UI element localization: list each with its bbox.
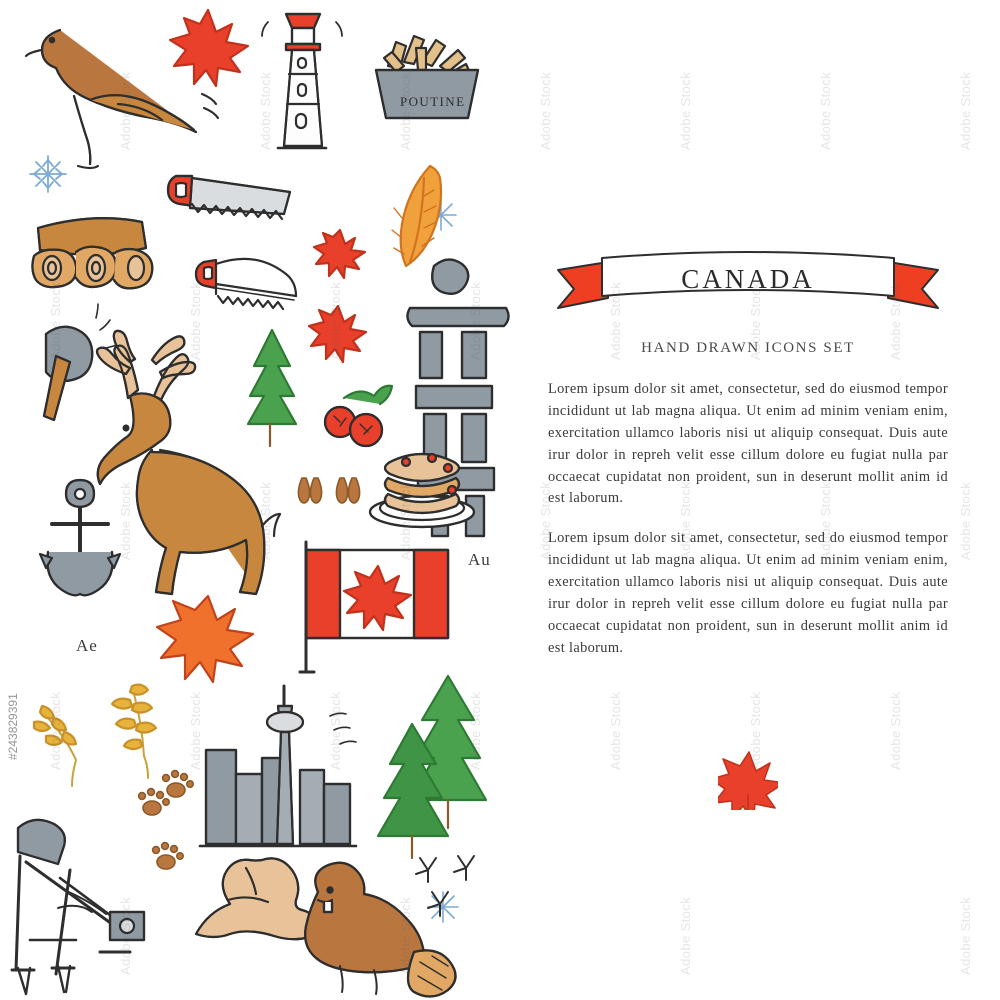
watermark-text: Adobe Stock — [538, 481, 553, 560]
wheat-icon — [112, 685, 156, 778]
watermark-text: Adobe Stock — [258, 71, 273, 150]
watermark-text: Adobe Stock — [818, 481, 833, 560]
pine-trees-icon — [378, 676, 486, 858]
berries-icon — [325, 386, 392, 446]
logs-icon — [32, 218, 152, 288]
beaver-icon — [305, 863, 455, 997]
watermark-text: Adobe Stock — [48, 691, 63, 770]
subtitle: HAND DRAWN ICONS SET — [641, 340, 855, 356]
watermark-text: Adobe Stock — [328, 691, 343, 770]
watermark-text: Adobe Stock — [678, 481, 693, 560]
watermark-text: Adobe Stock — [188, 281, 203, 360]
watermark-text: Adobe Stock — [958, 481, 973, 560]
watermark-text: Adobe Stock — [608, 281, 623, 360]
watermark-text: Adobe Stock — [748, 691, 763, 770]
wheat-icon — [34, 706, 76, 786]
oil-pump-icon — [12, 820, 144, 994]
hacksaw-icon — [196, 259, 296, 309]
watermark-text: Adobe Stock — [118, 481, 133, 560]
svg-text:POUTINE: POUTINE — [400, 94, 466, 109]
lighthouse-icon — [262, 14, 342, 148]
maple-leaf-icon — [170, 10, 248, 86]
maple-leaf-icon — [309, 306, 366, 362]
moose-antler-icon — [196, 858, 322, 939]
paw-prints-icon — [139, 771, 194, 869]
handsaw-icon — [168, 176, 290, 219]
ribbon-title: CANADA — [681, 264, 815, 294]
gold-symbol-label: Au — [468, 550, 491, 569]
watermark-text: Adobe Stock — [188, 691, 203, 770]
watermark-text: Adobe Stock — [958, 896, 973, 975]
anchor-icon — [40, 480, 120, 595]
watermark-text: Adobe Stock — [48, 281, 63, 360]
canada-flag-icon — [300, 542, 448, 672]
watermark-id: #243829391 — [6, 693, 20, 760]
text-column — [548, 246, 948, 660]
fir-tree-icon — [248, 330, 296, 446]
feather-icon — [392, 166, 441, 266]
watermark-text: Adobe Stock — [888, 691, 903, 770]
watermark-text: Adobe Stock — [678, 71, 693, 150]
watermark-text: Adobe Stock — [678, 896, 693, 975]
watermark-text: Adobe Stock — [888, 281, 903, 360]
canada-ribbon-banner — [548, 246, 948, 324]
watermark-text: Adobe Stock — [748, 281, 763, 360]
watermark-text: Adobe Stock — [538, 71, 553, 150]
poutine-icon — [376, 36, 478, 118]
watermark-text: Adobe Stock — [958, 71, 973, 150]
cn-tower-skyline-icon — [200, 686, 356, 846]
animal-tracks-icon — [298, 478, 359, 503]
watermark-text: Adobe Stock — [468, 691, 483, 770]
body-paragraph-1: Lorem ipsum dolor sit amet, consectetur, sed do eiusmod tempor incididunt ut lab magna aliqua. Ut enim ad minim veniam enim, exercitation ullamco laboris nisi ut aliquip consequat. Duis aute irur dolor in repreh velit esse cillum dolore eu fugiat nulla par occaecat cupidatat non proident, sun in deserunt mollit anim id est laborum. — [548, 381, 948, 507]
watermark-text: Adobe Stock — [608, 691, 623, 770]
maple-leaf-icon — [157, 596, 253, 682]
deer-icon — [97, 331, 280, 594]
watermark-text: Adobe Stock — [818, 71, 833, 150]
watermark-text: Adobe Stock — [258, 481, 273, 560]
maple-leaf-icon — [314, 230, 365, 278]
silver-symbol-label: Ae — [76, 636, 98, 655]
maple-leaf-icon — [718, 748, 778, 810]
body-paragraph-2: Lorem ipsum dolor sit amet, consectetur, sed do eiusmod tempor incididunt ut lab magna aliqua. Ut enim ad minim veniam enim, exercitation ullamco laboris nisi ut aliquip consequat. Duis aute irur dolor in repreh velit esse cillum dolore eu fugiat nulla par occaecat cupidatat non proident, sun in deserunt mollit anim id est laborum. — [548, 530, 948, 656]
snowflake-icon — [30, 156, 66, 192]
